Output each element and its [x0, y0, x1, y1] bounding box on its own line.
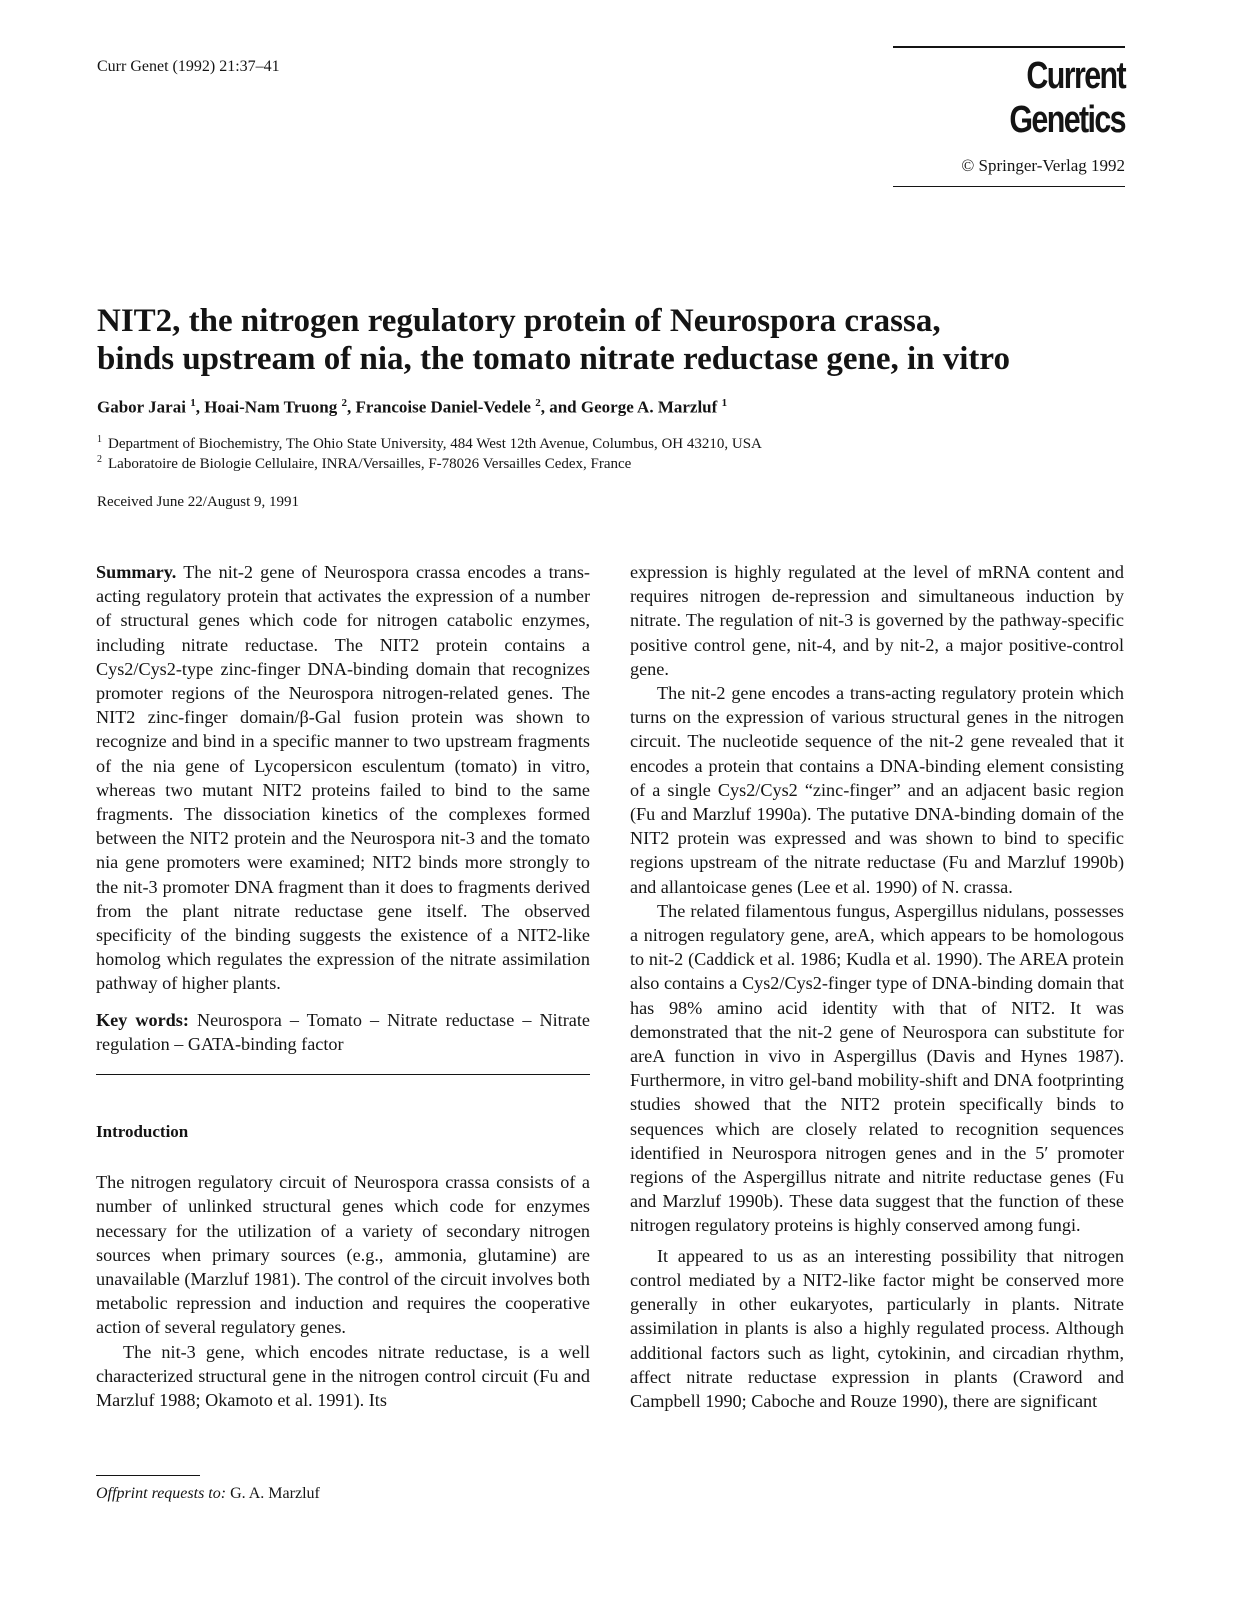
offprint-footnote	[96, 1485, 320, 1503]
offprint-name: G. A. Marzluf	[230, 1485, 320, 1502]
body-paragraph: expression is highly regulated at the level of mRNA content and requires nitrogen de-repression and simultaneous induction by nitrate. The regulation of nit-3 is governed by the pathway-specific positive control gene, nit-4, and by nit-2, a major positive-control gene.	[630, 562, 1124, 679]
summary-text: The nit-2 gene of Neurospora crassa encodes a trans-acting regulatory protein that activates the expression of a number of structural genes which code for nitrogen catabolic enzymes, including nitrate reductase. The NIT2 protein contains a Cys2/Cys2-type zinc-finger DNA-binding domain that recognizes promoter regions of the Neurospora nitrogen-related genes. The NIT2 zinc-finger domain/β-Gal fusion protein was shown to recognize and bind in a specific manner to two upstream fragments of the nia gene of Lycopersicon esculentum (tomato) in vitro, whereas two mutant NIT2 proteins failed to bind to the same fragments. The dissociation kinetics of the complexes formed between the NIT2 protein and the Neurospora nit-3 and the tomato nia gene promoters were examined; NIT2 binds more strongly to the nit-3 promoter DNA fragment than it does to fragments derived from the plant nitrate reductase gene itself. The observed specificity of the binding suggests the existence of a NIT2-like homolog which regulates the expression of the nitrate assimilation pathway of higher plants.	[96, 562, 590, 994]
masthead-bottom-rule	[893, 186, 1125, 187]
copyright-notice: © Springer-Verlag 1992	[961, 156, 1125, 175]
received-date: Received June 22/August 9, 1991	[97, 494, 300, 510]
left-column	[96, 560, 590, 1412]
affiliation-mark: 2	[97, 454, 102, 465]
offprint-label: Offprint requests to:	[96, 1485, 227, 1502]
author-name: Hoai-Nam Truong	[204, 397, 338, 417]
author-name: George A. Marzluf	[580, 397, 718, 417]
body-paragraph: It appeared to us as an interesting possibility that nitrogen control mediated by a NIT2-like factor might be conserved more generally in other eukaryotes, particularly in plants. Nitrate assimilation in plants is also a highly regulated process. Although additional factors such as light, cytokinin, and circadian rhythm, affect nitrate reductase expression in plants (Craword and Campbell 1990; Caboche and Rouze 1990), there are significant	[630, 1245, 1124, 1411]
footnote-rule	[96, 1475, 200, 1476]
author-name: Francoise Daniel-Vedele	[355, 397, 531, 417]
title-line-2: binds upstream of nia, the tomato nitrate reductase gene, in vitro	[97, 341, 1010, 377]
right-column	[630, 560, 1124, 1413]
section-heading-introduction: Introduction	[96, 1122, 189, 1142]
section-divider	[96, 1074, 590, 1075]
author-affiliation-mark: 1	[721, 397, 728, 409]
journal-masthead	[893, 46, 1125, 187]
author-list: Gabor Jarai $^1$, Hoai-Nam Truong $^2$, Francoise Daniel-Vedele $^2$, and George A. Marzluf $^1$	[97, 397, 728, 417]
keywords-text: Neurospora – Tomato – Nitrate reductase – Nitrate regulation – GATA-binding factor	[96, 1009, 590, 1054]
intro-paragraph: The nit-3 gene, which encodes nitrate reductase, is a well characterized structural gene in the nitrogen control circuit (Fu and Marzluf 1988; Okamoto et al. 1991). Its	[96, 1341, 590, 1411]
intro-paragraph: The nitrogen regulatory circuit of Neurospora crassa consists of a number of unlinked structural genes which code for enzymes necessary for the utilization of a variety of secondary nitrogen sources when primary sources (e.g., ammonia, glutamine) are unavailable (Marzluf 1981). The control of the circuit involves both metabolic repression and induction and requires the cooperative action of several regulatory genes.	[96, 1172, 590, 1338]
affiliation	[97, 454, 631, 473]
summary-paragraph	[96, 560, 590, 996]
author-affiliation-mark: 2	[535, 397, 541, 409]
author-name: Gabor Jarai	[97, 397, 186, 417]
body-paragraph: The nit-2 gene encodes a trans-acting regulatory protein which turns on the expression of various structural genes in the nitrogen circuit. The nucleotide sequence of the nit-2 gene revealed that it encodes a protein that contains a DNA-binding element consisting of a single Cys2/Cys2 “zinc-finger” and an adjacent basic region (Fu and Marzluf 1990a). The putative DNA-binding domain of the NIT2 protein was expressed and was shown to bind to specific regions upstream of the nitrate reductase (Fu and Marzluf 1990b) and allantoicase genes (Lee et al. 1990) of N. crassa.	[630, 683, 1124, 897]
article-title	[97, 302, 1157, 378]
affiliation-text: Department of Biochemistry, The Ohio State University, 484 West 12th Avenue, Columbus, OH 43210, USA	[108, 436, 762, 452]
affiliation-text: Laboratoire de Biologie Cellulaire, INRA/Versailles, F-78026 Versailles Cedex, France	[108, 456, 632, 472]
author-affiliation-mark: 2	[341, 397, 347, 409]
body-paragraph: The related filamentous fungus, Aspergillus nidulans, possesses a nitrogen regulatory gene, areA, which appears to be homologous to nit-2 (Caddick et al. 1986; Kudla et al. 1990). The AREA protein also contains a Cys2/Cys2-finger type of DNA-binding domain that has 98% amino acid identity with that of NIT2. It was demonstrated that the nit-2 gene of Neurospora can substitute for areA function in vivo in Aspergillus (Davis and Hynes 1987). Furthermore, in vitro gel-band mobility-shift and DNA footprinting studies showed that the NIT2 protein specifically binds to sequences which are closely related to recognition sequences identified in Neurospora nitrogen genes and in the 5′ promoter regions of the Aspergillus nitrate and nitrite reductase genes (Fu and Marzluf 1990b). These data suggest that the function of these nitrogen regulatory proteins is highly conserved among fungi.	[630, 900, 1124, 1236]
affiliation	[97, 434, 762, 453]
title-line-1: NIT2, the nitrogen regulatory protein of Neurospora crassa,	[97, 303, 941, 339]
author-affiliation-mark: 1	[190, 397, 196, 409]
summary-label: Summary.	[96, 562, 177, 582]
keywords-label: Key words:	[96, 1009, 189, 1030]
journal-citation: Curr Genet (1992) 21:37–41	[97, 58, 280, 75]
affiliation-mark: 1	[97, 434, 102, 445]
journal-logo: Current Genetics	[1009, 55, 1125, 141]
keywords	[96, 1008, 590, 1056]
masthead-top-rule	[893, 46, 1125, 48]
